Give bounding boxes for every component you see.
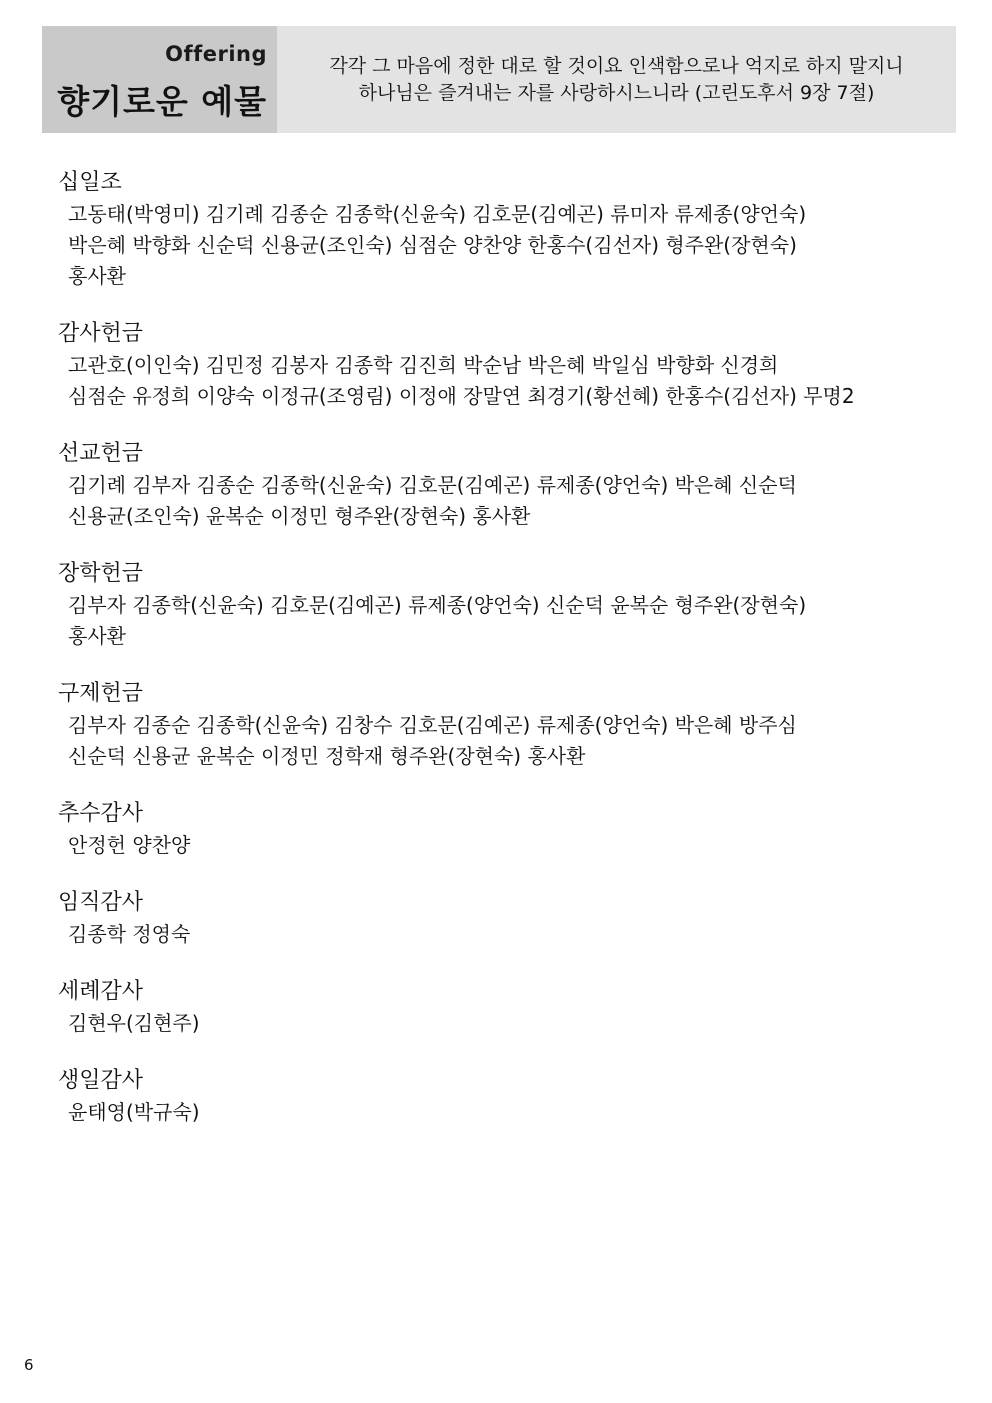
verse-line: 하나님은 즐겨내는 자를 사랑하시느니라 (고린도후서 9장 7절) (358, 81, 875, 104)
section-thanks-offering (58, 319, 958, 412)
section-title: 장학헌금 (58, 561, 144, 586)
donor-line: 윤태영(박규숙) (68, 1100, 200, 1124)
section-birthday-thanks (58, 1066, 958, 1128)
donor-line: 안정헌 양찬양 (68, 833, 191, 857)
section-title: 세례감사 (58, 979, 144, 1004)
section-title: 감사헌금 (58, 321, 144, 346)
donor-line: 신순덕 신용균 윤복순 이정민 정학재 형주완(장현숙) 홍사환 (68, 744, 586, 768)
section-mission-offering (58, 439, 958, 532)
verse-line: 각각 그 마음에 정한 대로 할 것이요 인색함으로나 억지로 하지 말지니 (329, 54, 904, 77)
header-title-korean: 향기로운 예물 (57, 82, 267, 121)
header-title-block (42, 26, 277, 133)
section-title: 선교헌금 (58, 441, 144, 466)
donor-line: 박은혜 박향화 신순덕 신용균(조인숙) 심점순 양찬양 한홍수(김선자) 형주완(장현숙) (68, 233, 797, 257)
section-tithe (58, 168, 958, 292)
offering-list (58, 168, 958, 1155)
page-number: 6 (24, 1356, 34, 1374)
header-verse-block (277, 26, 956, 133)
section-title: 생일감사 (58, 1068, 144, 1093)
section-title: 추수감사 (58, 801, 144, 826)
donor-line: 김종학 정영숙 (68, 922, 191, 946)
section-harvest-thanks (58, 799, 958, 861)
section-ordination-thanks (58, 888, 958, 950)
section-scholarship-offering (58, 559, 958, 652)
donor-line: 홍사환 (68, 624, 126, 648)
donor-line: 김부자 김종학(신윤숙) 김호문(김예곤) 류제종(양언숙) 신순덕 윤복순 형주완(장현숙) (68, 593, 807, 617)
page-header (42, 26, 956, 133)
donor-line: 고관호(이인숙) 김민정 김봉자 김종학 김진희 박순남 박은혜 박일심 박향화 신경희 (68, 353, 779, 377)
header-title-english: Offering (165, 42, 267, 66)
donor-line: 김현우(김현주) (68, 1011, 200, 1035)
donor-line: 고동태(박영미) 김기례 김종순 김종학(신윤숙) 김호문(김예곤) 류미자 류제종(양언숙) (68, 202, 807, 226)
donor-line: 김부자 김종순 김종학(신윤숙) 김창수 김호문(김예곤) 류제종(양언숙) 박은혜 방주심 (68, 713, 797, 737)
donor-line: 신용균(조인숙) 윤복순 이정민 형주완(장현숙) 홍사환 (68, 504, 531, 528)
donor-line: 심점순 유정희 이양숙 이정규(조영림) 이정애 장말연 최경기(황선혜) 한홍수(김선자) 무명2 (68, 384, 855, 408)
section-relief-offering (58, 679, 958, 772)
section-baptism-thanks (58, 977, 958, 1039)
donor-line: 홍사환 (68, 264, 126, 288)
section-title: 구제헌금 (58, 681, 144, 706)
section-title: 십일조 (58, 170, 122, 195)
section-title: 임직감사 (58, 890, 144, 915)
donor-line: 김기례 김부자 김종순 김종학(신윤숙) 김호문(김예곤) 류제종(양언숙) 박은혜 신순덕 (68, 473, 797, 497)
